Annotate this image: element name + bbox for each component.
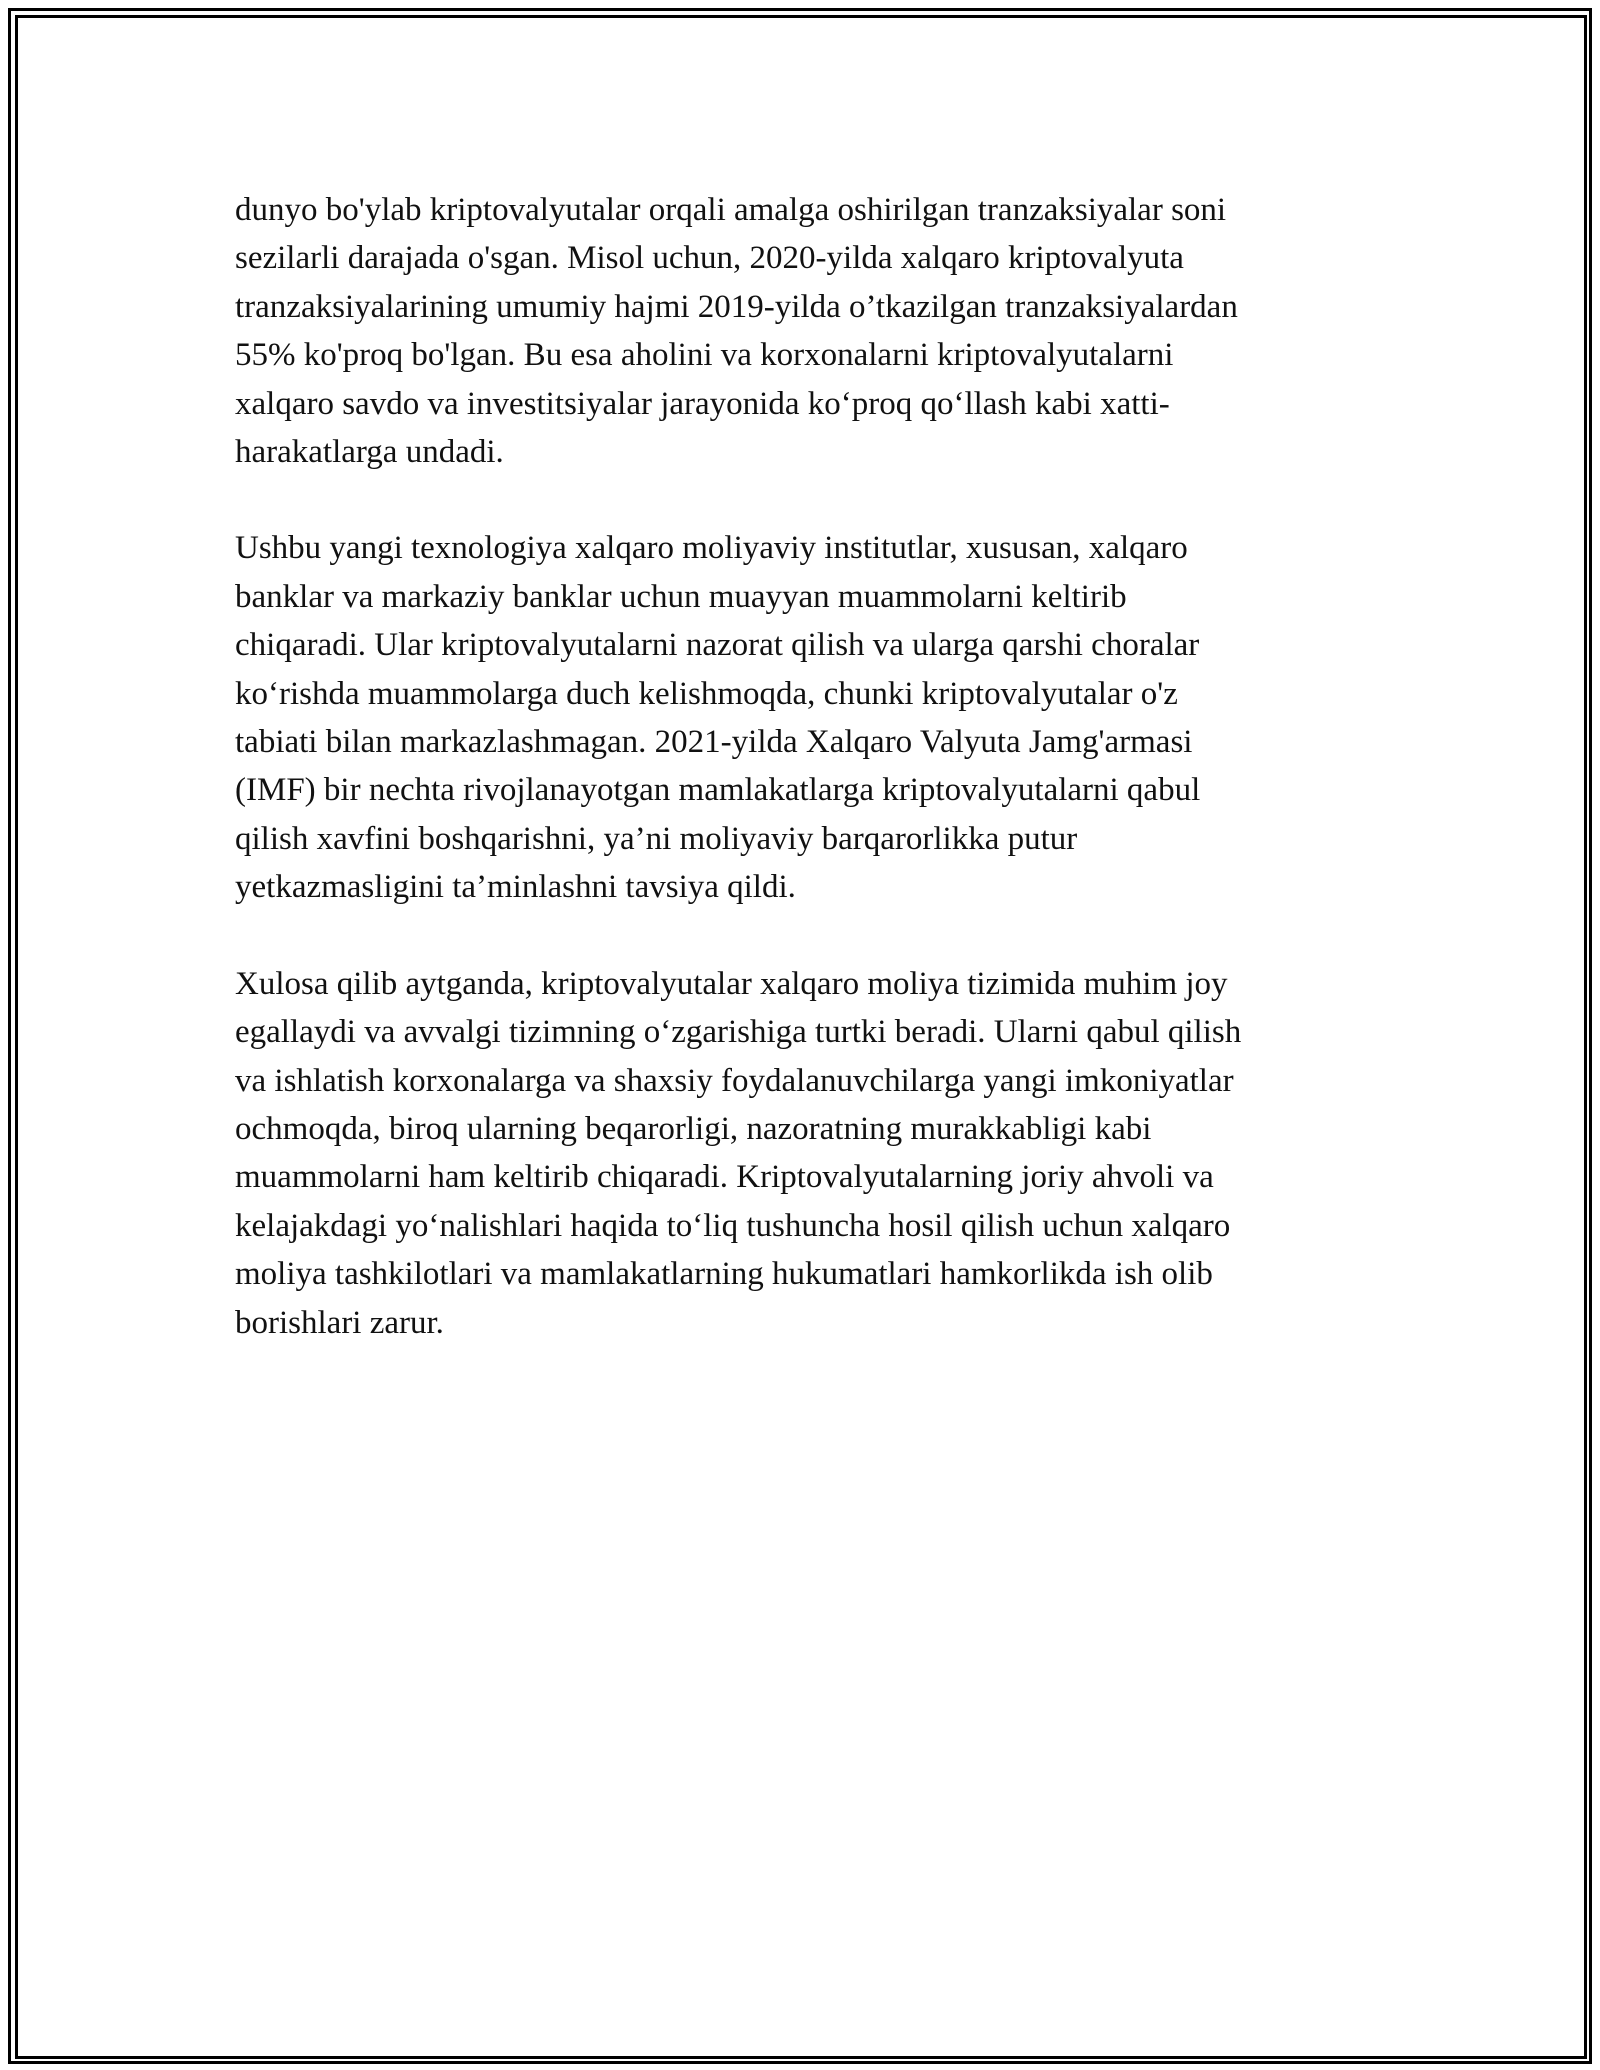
- document-body: [235, 186, 1355, 1395]
- paragraph-1: dunyo bo'ylab kriptovalyutalar orqali amalga oshirilgan tranzaksiyalar soni sezilarli darajada o'sgan. Misol uchun, 2020-yilda xalqaro kriptovalyuta tranzaksiyalarining umumiy hajmi 2019-yilda o’tkazilgan tranzaksiyalardan 55% ko'proq bo'lgan. Bu esa aholini va korxonalarni kriptovalyutalarni xalqaro savdo va investitsiyalar jarayonida ko‘proq qo‘llash kabi xatti- harakatlarga undadi.: [235, 192, 1238, 471]
- paragraph-2: Ushbu yangi texnologiya xalqaro moliyaviy institutlar, xususan, xalqaro banklar va markaziy banklar uchun muayyan muammolarni keltirib chiqaradi. Ular kriptovalyutalarni nazorat qilish va ularga qarshi choralar ko‘rishda muammolarga duch kelishmoqda, chunki kriptovalyutalar o'z tabiati bilan markazlashmagan. 2021-yilda Xalqaro Valyuta Jamg'armasi (IMF) bir nechta rivojlanayotgan mamlakatlarga kriptovalyutalarni qabul qilish xavfini boshqarishni, ya’ni moliyaviy barqarorlikka putur yetkazmasligini ta’minlashni tavsiya qildi.: [235, 530, 1201, 906]
- paragraph-3: Xulosa qilib aytganda, kriptovalyutalar xalqaro moliya tizimida muhim joy egallaydi va avvalgi tizimning o‘zgarishiga turtki beradi. Ularni qabul qilish va ishlatish korxonalarga va shaxsiy foydalanuvchilarga yangi imkoniyatlar ochmoqda, biroq ularning beqarorligi, nazoratning murakkabligi kabi muammolarni ham keltirib chiqaradi. Kriptovalyutalarning joriy ahvoli va kelajakdagi yo‘nalishlari haqida to‘liq tushuncha hosil qilish uchun xalqaro moliya tashkilotlari va mamlakatlarning hukumatlari hamkorlikda ish olib borishlari zarur.: [235, 965, 1242, 1341]
